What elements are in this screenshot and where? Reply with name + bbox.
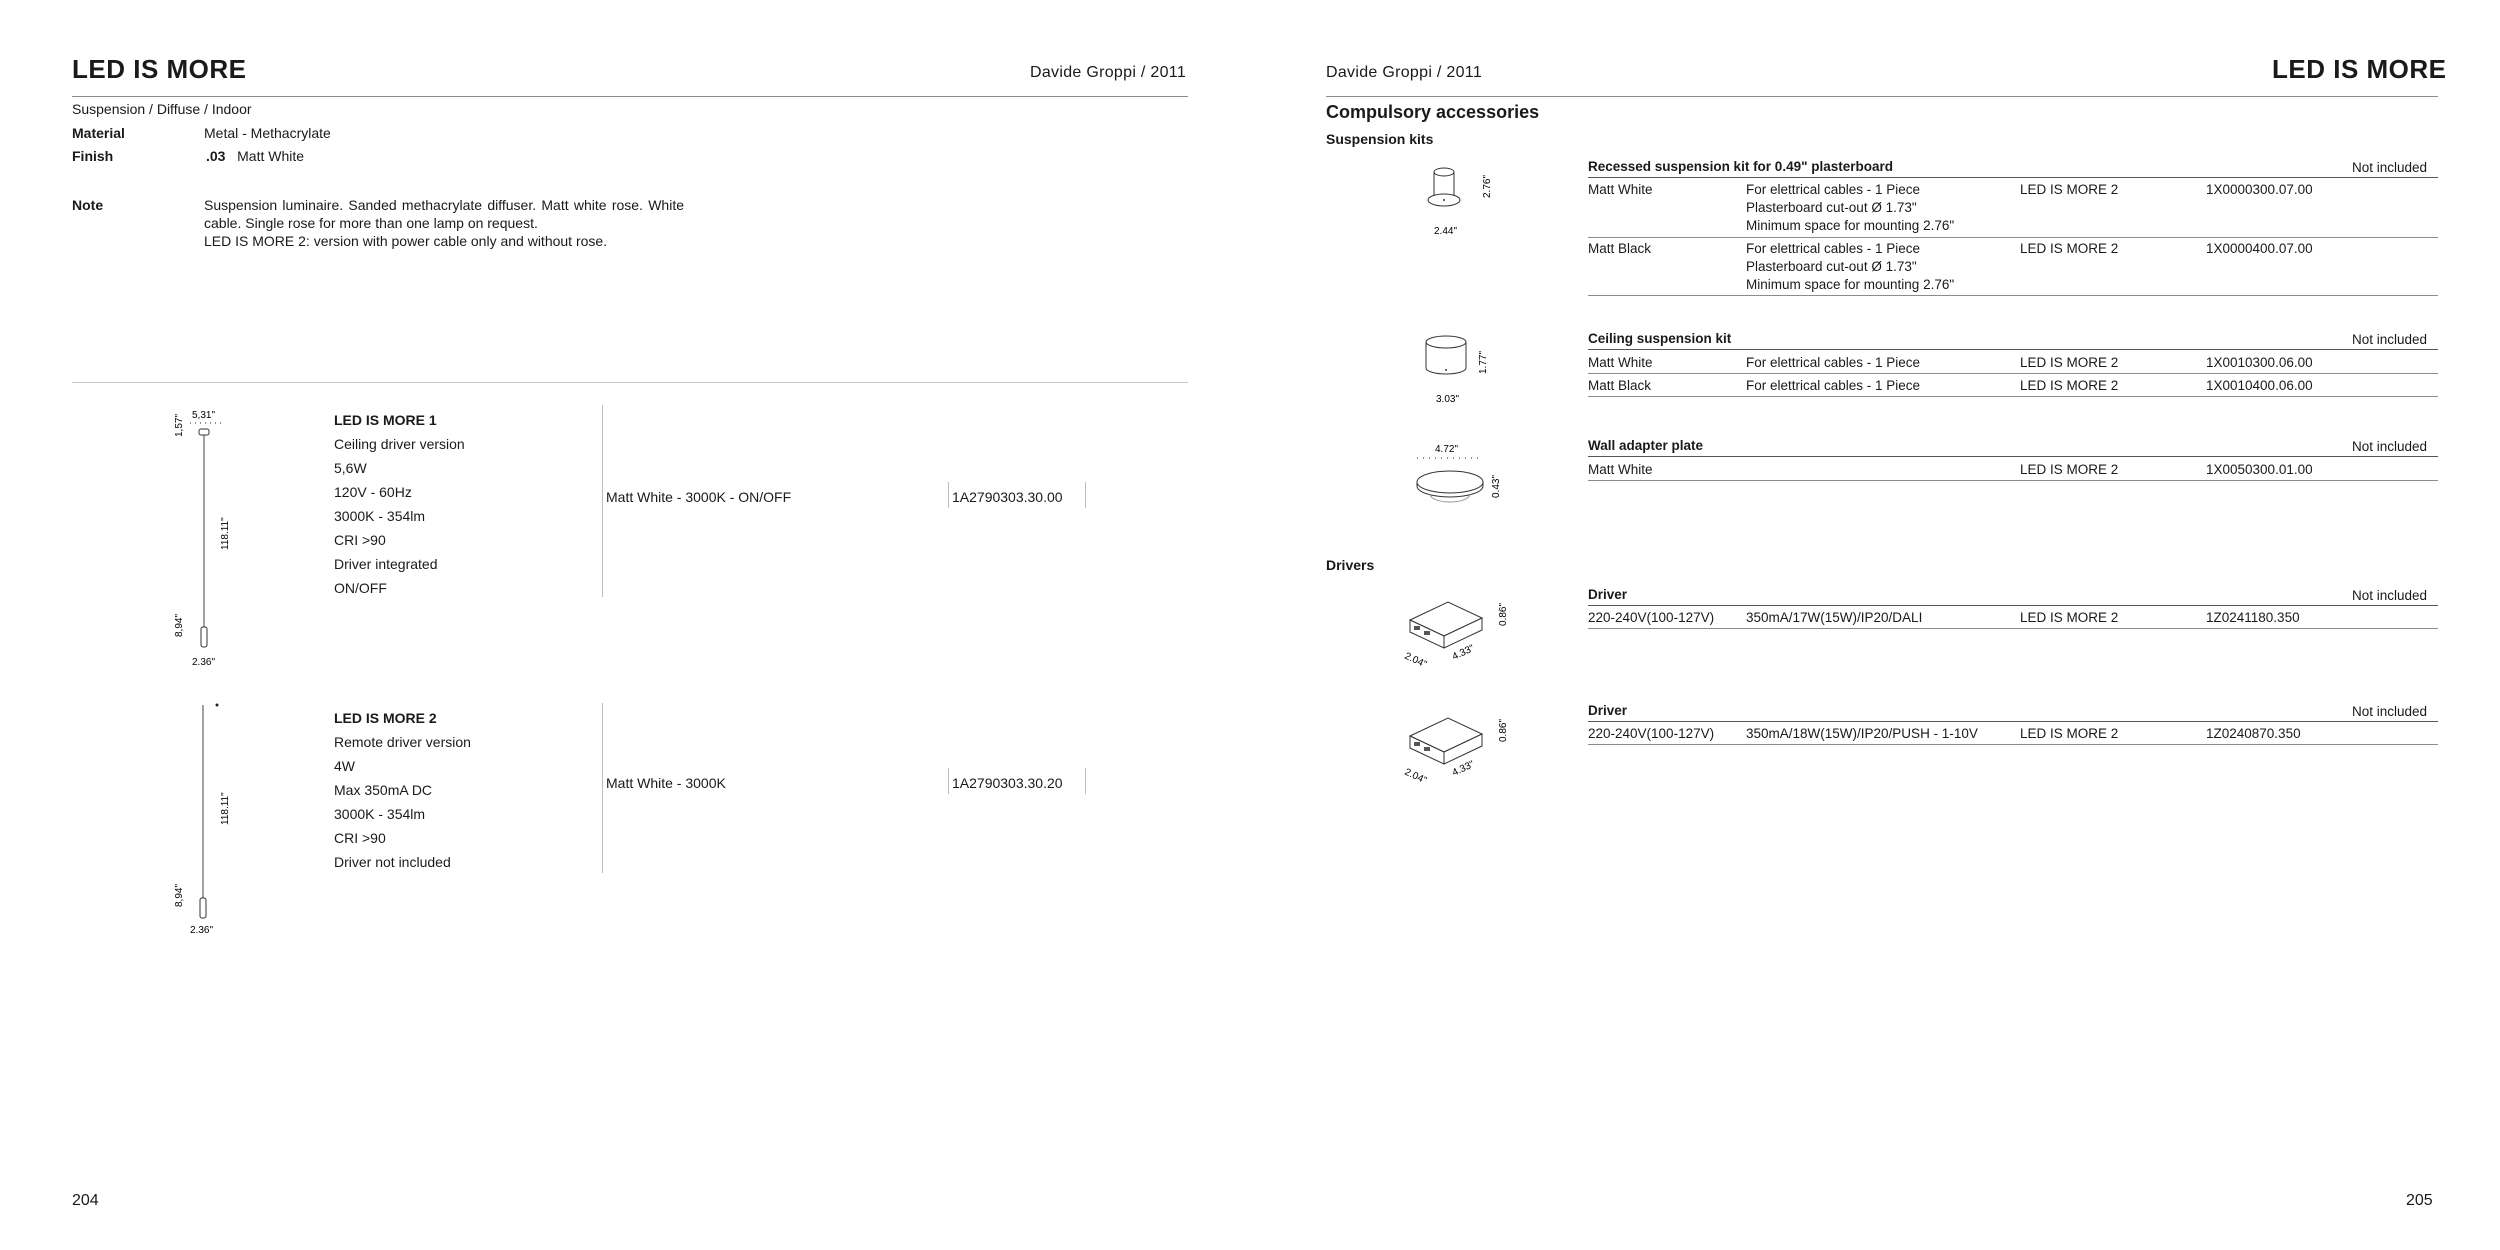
table-header-rule xyxy=(1588,605,2438,606)
top-height-label: 1,57" xyxy=(174,413,185,437)
recessed-kit-status: Not included xyxy=(2352,160,2428,175)
left-header-rule xyxy=(72,96,1188,97)
table-header-rule xyxy=(1588,349,2438,350)
row-finish: Matt White xyxy=(1588,182,1653,197)
wall-adapter-drawing xyxy=(1405,440,1515,525)
product-name: LED IS MORE 1 xyxy=(334,412,437,428)
material-value: Metal - Methacrylate xyxy=(204,125,331,141)
row-model: LED IS MORE 2 xyxy=(2020,726,2119,741)
table-header-rule xyxy=(1588,456,2438,457)
kit-top xyxy=(1426,336,1466,348)
width-label: 3.03" xyxy=(1436,394,1460,405)
driver-2-drawing xyxy=(1400,706,1515,786)
spec-line: 3000K - 354lm xyxy=(334,806,426,822)
finish-row xyxy=(206,147,304,165)
spec-line: 4W xyxy=(334,758,355,774)
divider xyxy=(948,768,949,794)
row-voltage: 220-240V(100-127V) xyxy=(1588,610,1715,625)
height-label: 2.76" xyxy=(1482,174,1493,198)
row-desc: For elettrical cables - 1 Piece xyxy=(1746,355,1921,370)
wall-adapter-title: Wall adapter plate xyxy=(1588,438,1704,453)
driver-1-title: Driver xyxy=(1588,587,1628,602)
row-finish: Matt White xyxy=(1588,355,1653,370)
length-label: 4.33" xyxy=(1450,759,1477,779)
spec-line: Remote driver version xyxy=(334,734,471,750)
row-model: LED IS MORE 2 xyxy=(2020,610,2119,625)
ceiling-kit-drawing xyxy=(1410,332,1500,407)
row-model: LED IS MORE 2 xyxy=(2020,378,2119,393)
length-label: 118.11" xyxy=(220,517,231,550)
row-rule xyxy=(1588,237,2438,238)
right-header-rule xyxy=(1326,96,2438,97)
spec-line: 5,6W xyxy=(334,460,367,476)
row-rule xyxy=(1588,628,2438,629)
row-rule xyxy=(1588,295,2438,296)
driver-2-title: Driver xyxy=(1588,703,1628,718)
ceiling-kit-status: Not included xyxy=(2352,332,2428,347)
row-model: LED IS MORE 2 xyxy=(2020,355,2119,370)
row-spec: 350mA/17W(15W)/IP20/DALI xyxy=(1746,610,1923,625)
led-is-more-1-drawing xyxy=(170,405,240,670)
divider xyxy=(1085,482,1086,508)
spec-line: 120V - 60Hz xyxy=(334,484,412,500)
kit-center xyxy=(1443,199,1445,201)
row-code: 1Z0240870.350 xyxy=(2206,726,2301,741)
ceiling-kit-title: Ceiling suspension kit xyxy=(1588,331,1732,346)
note-label: Note xyxy=(72,197,104,213)
row-desc: For elettrical cables - 1 Piece xyxy=(1746,182,1921,197)
note-paragraph-2: LED IS MORE 2: version with power cable only and without rose. xyxy=(204,233,608,249)
spec-line: Driver not included xyxy=(334,854,451,870)
led-is-more-1-code: 1A2790303.30.00 xyxy=(952,489,1063,505)
row-desc: For elettrical cables - 1 Piece xyxy=(1746,241,1921,256)
row-desc: Minimum space for mounting 2.76" xyxy=(1746,218,1955,233)
row-desc: Plasterboard cut-out Ø 1.73" xyxy=(1746,259,1917,274)
driver-1-status: Not included xyxy=(2352,588,2428,603)
terminal xyxy=(1414,626,1420,630)
spec-line: 3000K - 354lm xyxy=(334,508,426,524)
bottom-width-label: 2.36" xyxy=(190,925,214,936)
diffuser xyxy=(200,898,206,918)
row-code: 1X0010300.06.00 xyxy=(2206,355,2313,370)
led-is-more-2-code: 1A2790303.30.20 xyxy=(952,775,1063,791)
category-line: Suspension / Diffuse / Indoor xyxy=(72,101,252,117)
row-voltage: 220-240V(100-127V) xyxy=(1588,726,1715,741)
left-page-number: 204 xyxy=(72,1192,99,1209)
top-width-label: 5,31" xyxy=(192,410,216,421)
height-label: 1.77" xyxy=(1478,350,1489,374)
row-rule xyxy=(1588,373,2438,374)
bottom-height-label: 8,94" xyxy=(174,883,185,907)
terminal xyxy=(1424,631,1430,635)
width-label: 2.04" xyxy=(1402,766,1429,786)
right-designer: Davide Groppi / 2011 xyxy=(1326,64,1483,81)
spec-line: ON/OFF xyxy=(334,580,387,596)
row-rule xyxy=(1588,480,2438,481)
row-code: 1X0010400.06.00 xyxy=(2206,378,2313,393)
row-model: LED IS MORE 2 xyxy=(2020,182,2119,197)
spec-line: CRI >90 xyxy=(334,830,386,846)
row-spec: 350mA/18W(15W)/IP20/PUSH - 1-10V xyxy=(1746,726,1978,741)
row-code: 1X0000400.07.00 xyxy=(2206,241,2313,256)
row-model: LED IS MORE 2 xyxy=(2020,241,2119,256)
row-desc: Minimum space for mounting 2.76" xyxy=(1746,277,1955,292)
length-label: 118.11" xyxy=(220,792,231,825)
divider xyxy=(602,703,603,873)
row-code: 1X0000300.07.00 xyxy=(2206,182,2313,197)
product-name: LED IS MORE 2 xyxy=(334,710,437,726)
note-paragraph-1: Suspension luminaire. Sanded methacrylate diffuser. Matt white rose. White cable. Single rose for more than one lamp on request. xyxy=(204,197,684,231)
height-label: 0.86" xyxy=(1498,718,1509,742)
driver-2-status: Not included xyxy=(2352,704,2428,719)
finish-code: .03 xyxy=(206,148,226,164)
wall-adapter-status: Not included xyxy=(2352,439,2428,454)
recessed-kit-drawing xyxy=(1420,160,1500,240)
spec-line: Max 350mA DC xyxy=(334,782,433,798)
led-is-more-1-specs xyxy=(334,408,465,600)
width-label: 2.44" xyxy=(1434,226,1458,237)
divider xyxy=(1085,768,1086,794)
led-is-more-1-finish: Matt White - 3000K - ON/OFF xyxy=(606,489,792,505)
left-designer: Davide Groppi / 2011 xyxy=(1030,64,1187,81)
row-desc: For elettrical cables - 1 Piece xyxy=(1746,378,1921,393)
row-desc: Plasterboard cut-out Ø 1.73" xyxy=(1746,200,1917,215)
bottom-width-label: 2.36" xyxy=(192,657,216,668)
note-text xyxy=(204,196,684,250)
left-section-rule xyxy=(72,382,1188,383)
terminal xyxy=(1424,747,1430,751)
led-is-more-2-specs xyxy=(334,706,471,874)
row-rule xyxy=(1588,396,2438,397)
section-title: Compulsory accessories xyxy=(1326,102,1540,122)
led-is-more-2-drawing xyxy=(170,700,240,940)
ceiling-rose xyxy=(199,429,209,435)
spec-line: Ceiling driver version xyxy=(334,436,465,452)
plate-top xyxy=(1417,471,1483,493)
bottom-height-label: 8,94" xyxy=(174,613,185,637)
row-finish: Matt Black xyxy=(1588,241,1652,256)
height-label: 0.43" xyxy=(1491,474,1502,498)
kit-top xyxy=(1434,168,1454,176)
material-label: Material xyxy=(72,125,125,141)
kit-center xyxy=(1445,369,1447,371)
row-finish: Matt Black xyxy=(1588,378,1652,393)
cable-top-point xyxy=(216,704,219,707)
divider xyxy=(948,482,949,508)
finish-value: Matt White xyxy=(237,148,305,164)
divider xyxy=(602,405,603,597)
plate-shadow xyxy=(1430,494,1470,502)
suspension-kits-label: Suspension kits xyxy=(1326,131,1434,147)
row-rule xyxy=(1588,744,2438,745)
length-label: 4.33" xyxy=(1450,643,1477,663)
table-header-rule xyxy=(1588,721,2438,722)
finish-label: Finish xyxy=(72,148,114,164)
row-model: LED IS MORE 2 xyxy=(2020,462,2119,477)
drivers-label: Drivers xyxy=(1326,557,1375,573)
row-code: 1Z0241180.350 xyxy=(2206,610,2300,625)
terminal xyxy=(1414,742,1420,746)
row-finish: Matt White xyxy=(1588,462,1653,477)
driver-1-drawing xyxy=(1400,590,1515,670)
height-label: 0.86" xyxy=(1498,602,1509,626)
right-page-number: 205 xyxy=(2406,1192,2433,1209)
table-header-rule xyxy=(1588,177,2438,178)
recessed-kit-title: Recessed suspension kit for 0.49" plasterboard xyxy=(1588,159,1894,174)
led-is-more-2-finish: Matt White - 3000K xyxy=(606,775,726,791)
left-page-title: LED IS MORE xyxy=(72,54,247,84)
diffuser xyxy=(201,627,207,647)
width-label: 2.04" xyxy=(1402,650,1429,670)
right-page-title: LED IS MORE xyxy=(2272,54,2447,84)
row-code: 1X0050300.01.00 xyxy=(2206,462,2313,477)
width-label: 4.72" xyxy=(1435,444,1459,455)
spec-line: CRI >90 xyxy=(334,532,386,548)
spec-line: Driver integrated xyxy=(334,556,438,572)
